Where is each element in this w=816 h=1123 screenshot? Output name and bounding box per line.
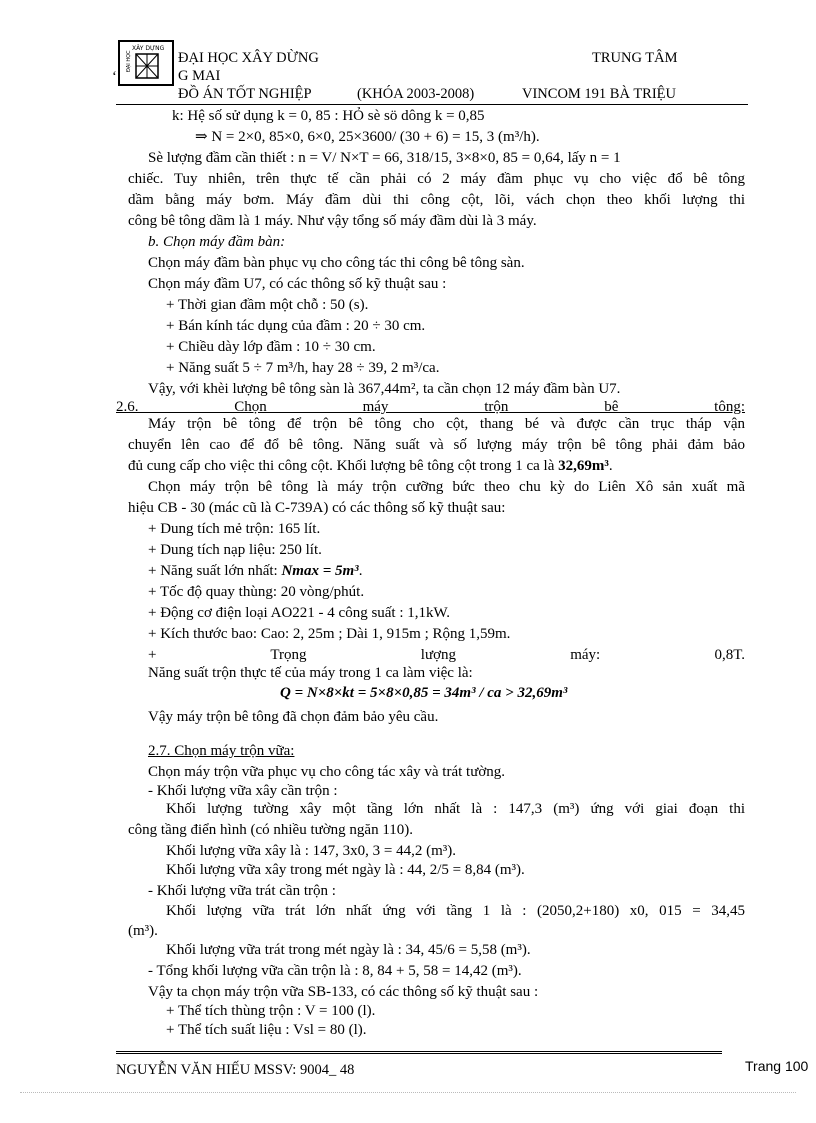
logo-emblem-icon (120, 42, 172, 84)
text-line: công tầng điển hình (có nhiều tường ngăn 110). (128, 822, 414, 838)
university-logo (118, 40, 174, 86)
text-line: Khối lượng vữa xây là : 147, 3x0, 3 = 44,2 (m³). (166, 843, 457, 859)
text-line: Khối lượng vữa trát lớn nhất ứng với tầng 1 là : (2050,2+180) x0, 015 = 34,45 (166, 903, 745, 919)
footer-author: NGUYỄN VĂN HIẾU MSSV: 9004_ 48 (116, 1062, 355, 1078)
header-title: ĐỒ ÁN TỐT NGHIỆP (178, 86, 312, 102)
list-item: + Kích thước bao: Cao: 2, 25m ; Dài 1, 915m ; Rộng 1,59m. (148, 626, 511, 642)
text-line: Vậy ta chọn máy trộn vữa SB-133, có các thông số kỹ thuật sau : (148, 984, 539, 1000)
header-center: TRUNG TÂM (592, 50, 678, 66)
text-line: Sè lượng đầm cần thiết : n = V/ N×T = 66, 318/15, 3×8×0, 85 = 0,64, lấy n = 1 (148, 150, 621, 166)
text-line: - Khối lượng vữa trát cần trộn : (148, 883, 336, 899)
text-line: Năng suất trộn thực tế của máy trong 1 ca làm việc là: (148, 665, 473, 681)
header-university: ĐẠI HỌC XÂY DỪNG (178, 50, 319, 66)
list-item: + Chiều dày lớp đầm : 10 ÷ 30 cm. (166, 339, 376, 355)
formula-line: ⇒ N = 2×0, 85×0, 6×0, 25×3600/ (30 + 6) = 15, 3 (m³/h). (195, 129, 540, 145)
text-line: Khối lượng vữa xây trong mét ngày là : 44, 2/5 = 8,84 (m³). (166, 862, 525, 878)
subheading: b. Chọn máy đầm bàn: (148, 234, 286, 250)
list-item: + Thời gian đầm một chỗ : 50 (s). (166, 297, 369, 313)
footer-rule (116, 1051, 722, 1056)
text-line: Máy trộn bê tông để trộn bê tông cho cột, thang bé và được cần trục tháp vận (148, 416, 745, 432)
formula-productivity: Q = N×8×kt = 5×8×0,85 = 34m³ / ca > 32,69m³ (280, 685, 568, 701)
list-item: + Tốc độ quay thùng: 20 vòng/phút. (148, 584, 365, 600)
list-item: + Thể tích suất liệu : Vsl = 80 (l). (166, 1022, 367, 1038)
text-line: Chọn máy đầm bàn phục vụ cho công tác thi công bê tông sàn. (148, 255, 525, 271)
header-project: VINCOM 191 BÀ TRIỆU (522, 86, 676, 102)
text-line: Khối lượng tường xây một tầng lớn nhất là : 147,3 (m³) ứng với giai đoạn thi (166, 801, 745, 817)
text-line: Vậy máy trộn bê tông đã chọn đảm bảo yêu cầu. (148, 709, 439, 725)
list-item: + Năng suất 5 ÷ 7 m³/h, hay 28 ÷ 39, 2 m³/ca. (166, 360, 440, 376)
list-item: + Bán kính tác dụng của đầm : 20 ÷ 30 cm. (166, 318, 426, 334)
text-line: công bê tông dầm là 1 máy. Như vậy tổng số máy đầm dùi là 3 máy. (128, 213, 537, 229)
text-line: hiệu CB - 30 (mác cũ là C-739A) có các thông số kỹ thuật sau: (128, 500, 506, 516)
section-heading-2-7: 2.7. Chọn máy trộn vữa: (148, 743, 295, 759)
header-cutoff: G MAI (178, 68, 221, 84)
list-item: + Thể tích thùng trộn : V = 100 (l). (166, 1003, 376, 1019)
text-line: Vậy, với khèi lượng bê tông sàn là 367,44m², ta cần chọn 12 máy đầm bàn U7. (148, 381, 621, 397)
max-output-formula: Nmax = 5m³ (281, 563, 359, 579)
text-line: chiếc. Tuy nhiên, trên thực tế cần phải có 2 máy đầm phục vụ cho việc đổ bê tông (128, 171, 745, 187)
list-item: + Năng suất lớn nhất: Nmax = 5m³. (148, 563, 363, 579)
text-line: Chọn máy trộn bê tông là máy trộn cưỡng bức theo chu kỳ do Liên Xô sản xuất mã (148, 479, 745, 495)
list-item: + Động cơ điện loại AO221 - 4 công suất : 1,1kW. (148, 605, 451, 621)
section-heading-2-6: 2.6. Chọn máy trộn bê tông: (116, 399, 745, 415)
text-line: dầm bằng máy bơm. Máy đầm dùi thi công cột, lõi, vách chọn theo khối lượng thi (128, 192, 745, 208)
text-line: Chọn máy trộn vữa phục vụ cho công tác xây và trát tường. (148, 764, 506, 780)
text-line: đủ cung cấp cho việc thi công cột. Khối lượng bê tông cột trong 1 ca là 32,69m³. (128, 458, 613, 474)
list-item: + Dung tích mẻ trộn: 165 lít. (148, 521, 321, 537)
text-line: - Tổng khối lượng vữa cần trộn là : 8, 84 + 5, 58 = 14,42 (m³). (148, 963, 522, 979)
text-line: chuyển lên cao để đổ bê tông. Năng suất và số lượng máy trộn bê tông phải đảm bảo (128, 437, 745, 453)
text-line: k: Hệ số sử dụng k = 0, 85 : HỎ sè sö dông k = 0,85 (172, 108, 485, 124)
text-line: Chọn máy đầm U7, có các thông số kỹ thuật sau : (148, 276, 447, 292)
text-line: - Khối lượng vữa xây cần trộn : (148, 783, 338, 799)
footer-page-number: Trang 100 (745, 1058, 809, 1074)
header-course: (KHÓA 2003-2008) (357, 86, 475, 102)
page-edge-dotted (20, 1092, 796, 1093)
logo-text-side: ĐẠI HỌC (126, 50, 132, 72)
concrete-volume: 32,69m³ (558, 458, 609, 474)
header-left-mark: ‘ (112, 69, 117, 85)
list-item: + Trọng lượng máy: 0,8T. (148, 647, 745, 663)
text-line: (m³). (128, 923, 158, 939)
header-rule (116, 104, 748, 105)
text-line: Khối lượng vữa trát trong mét ngày là : 34, 45/6 = 5,58 (m³). (166, 942, 531, 958)
logo-text-top: XÂY DỰNG (132, 45, 165, 52)
list-item: + Dung tích nạp liệu: 250 lít. (148, 542, 322, 558)
